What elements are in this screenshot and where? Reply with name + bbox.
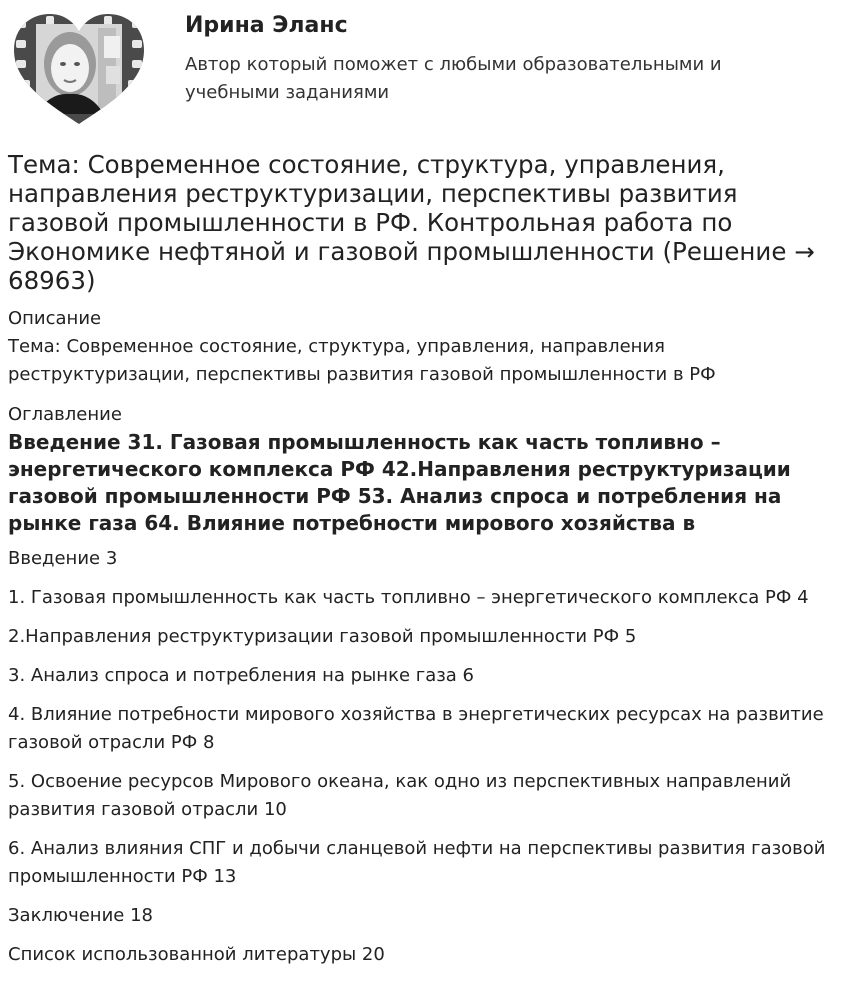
toc-item-5: 5. Освоение ресурсов Мирового океана, как одно из перспективных направлений развития газовой отрасли 10 xyxy=(8,771,792,820)
toc-item-1: 1. Газовая промышленность как часть топливно – энергетического комплекса РФ 4 xyxy=(8,587,809,608)
toc-list xyxy=(8,545,840,969)
toc-item-3: 3. Анализ спроса и потребления на рынке газа 6 xyxy=(8,665,474,686)
description-text: Тема: Современное состояние, структура, управления, направления реструктуризации, перспективы развития газовой промышленности в РФ xyxy=(8,336,716,385)
main-content xyxy=(8,150,840,980)
author-name[interactable]: Ирина Эланс xyxy=(185,13,348,38)
toc-item-4: 4. Влияние потребности мирового хозяйства в энергетических ресурсах на развитие газовой отрасли РФ 8 xyxy=(8,704,824,753)
toc-item-intro: Введение 3 xyxy=(8,548,118,569)
toc-label: Оглавление xyxy=(8,404,122,425)
toc-item-2: 2.Направления реструктуризации газовой промышленности РФ 5 xyxy=(8,626,637,647)
author-avatar[interactable] xyxy=(6,6,152,130)
author-description: Автор который поможет с любыми образовательными и учебными заданиями xyxy=(185,54,722,103)
toc-summary: Введение 31. Газовая промышленность как часть топливно – энергетического комплекса РФ 42.Направления реструктуризации газовой промышленности РФ 53. Анализ спроса и потребления на рынке газа 64. Влияние потребности мирового хозяйства в xyxy=(8,430,791,535)
author-card xyxy=(0,0,847,140)
toc-item-6: 6. Анализ влияния СПГ и добычи сланцевой нефти на перспективы развития газовой промышленности РФ 13 xyxy=(8,838,826,887)
toc-item-references: Список использованной литературы 20 xyxy=(8,944,385,965)
toc-item-conclusion: Заключение 18 xyxy=(8,905,153,926)
page-title: Тема: Современное состояние, структура, управления, направления реструктуризации, перспективы развития газовой промышленности в РФ. Контрольная работа по Экономике нефтяной и газовой промышленности (Решение → 68963) xyxy=(8,150,815,295)
description-label: Описание xyxy=(8,308,102,329)
